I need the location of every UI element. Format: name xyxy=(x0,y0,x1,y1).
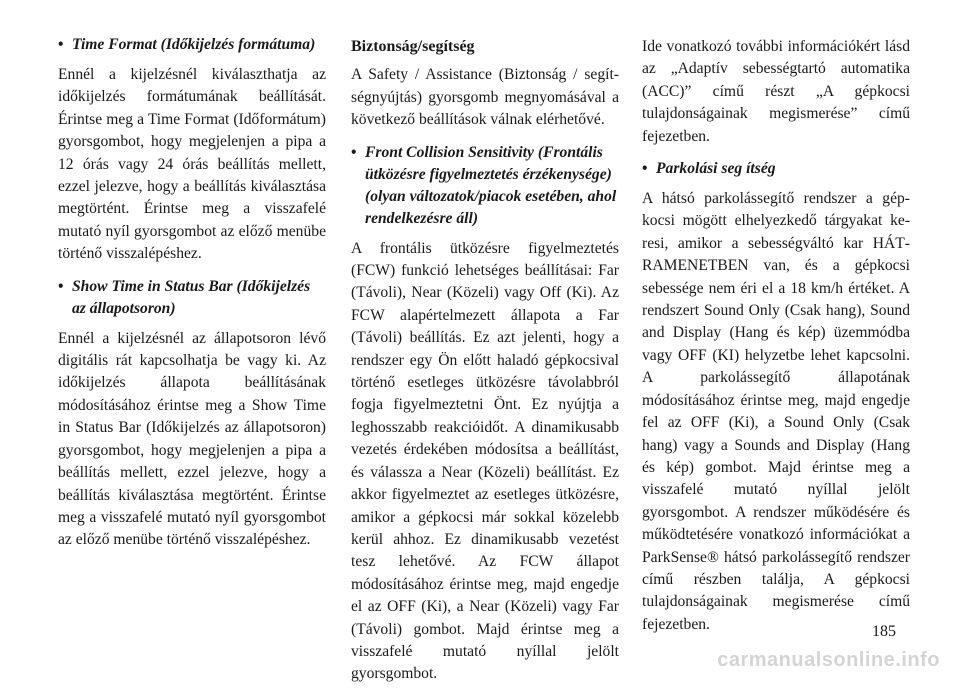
paragraph-parking-assist: A hátsó parkolássegítő rendszer a gépkocsi mögött elhelyezkedő tárgyakat keresi, amikor a sebességváltó kar HÁTRAMENETBEN van, és a gépkocsi sebessége nem éri el a 18 km/h értéket. A rendszert Sound Only (Csak hang), Sound and Display (Hang és kép) üzemmódba vagy OFF (KI) helyzetbe lehet kapcsolni. A parkolássegítő állapotának módosításához érintse meg, majd engedje fel az OFF (Ki), a Sound Only (Csak hang) vagy a Sounds and Display (Hang és kép) gombot. Majd érintse meg a visszafelé mutató nyíllal jelölt gyorsgombot. A rendszer működésére és működtetésére vonatkozó információkat a ParkSense® hátsó parkolássegítő rendszer című részben találja, A gépkocsi tulajdonságainak megismerése című fejezetben. xyxy=(642,190,910,633)
bullet-icon: • xyxy=(642,160,648,178)
heading-show-time: • Show Time in Status Bar (Időkijelzés az állapotsoron) xyxy=(58,277,311,317)
heading-front-collision: • Front Collision Sensitivity (Frontális ütközésre figyelmeztetés érzékenysége) (olyan változatok/piacok esetében, ahol rendelkezésre áll) xyxy=(351,143,617,227)
heading-parking-assist: • Parkolási seg ítség xyxy=(642,158,910,180)
bullet-icon: • xyxy=(58,36,64,53)
bullet-icon: • xyxy=(351,143,357,161)
paragraph-safety-intro: A Safety / Assistance (Biztonság / segítségnyújtás) gyorsgomb megnyomásával a következő beállítások válnak elérhetővé. xyxy=(351,66,619,129)
heading-time-format: • Time Format (Időkijelzés formátuma) xyxy=(58,34,326,56)
watermark: carmanualsonline.info xyxy=(717,649,940,671)
column-3 xyxy=(642,36,910,646)
paragraph-acc-reference: Ide vonatkozó további információkért lásd az „Adaptív sebességtartó automatika (ACC)” című részt „A gépkocsi tulajdonságainak megismerése” című fejezetben. xyxy=(642,38,910,145)
section-title-safety: Biztonság/segítség xyxy=(351,38,475,55)
column-2 xyxy=(351,36,619,696)
paragraph-front-collision: A frontális ütközésre figyelmeztetés (FCW) funkció lehetséges beállításai: Far (Távoli), Near (Közeli) vagy Off (Ki). Az FCW alapértelmezett állapota a Far (Távoli) beállítás. Ez azt jelenti, hogy a rendszer egy Ön előtt haladó gépkocsival történő esetleges ütközésre távolabbról fogja figyelmeztetni Önt. Ez nyújtja a leghosszabb reakcióidőt. A dinamikusabb vezetés érdekében módosítsa a beállítást, és válassza a Near (Közeli) beállítást. Ez akkor figyelmeztet az esetleges ütközésre, amikor a gépkocsi már sokkal közelebb kerül ahhoz. Ez dinamikusabb vezetést tesz lehetővé. Az FCW állapot módosításához érintse meg, majd engedje el az OFF (Ki), a Near (Közeli) vagy Far (Távoli) gombot. Majd érintse meg a visszafelé mutató nyíllal jelölt gyorsgombot. xyxy=(351,239,619,683)
column-1 xyxy=(58,34,326,562)
bullet-icon: • xyxy=(58,277,64,295)
page-number: 185 xyxy=(872,623,896,640)
paragraph-show-time: Ennél a kijelzésnél az állapotsoron lévő digitális rát kapcsolhatja be vagy ki. Az időkijelzés állapota beállításának módosításához érintse meg a Show Time in Status Bar (Időkijelzés az állapotsoron) gyorsgombot, hogy megjelenjen a pipa a beállítás mellett, ezzel jelezve, hogy a beállítás kiválasztása megtörtént. Érintse meg a visszafelé mutató nyíl gyorsgombot az előző menübe történő visszalépéshez. xyxy=(58,329,326,549)
paragraph-time-format: Ennél a kijelzésnél kiválaszthatja az időkijelzés formátumának beállítását. Érintse meg a Time Format (Időformátum) gyorsgombot, hogy megjelenjen a pipa a 12 órás vagy 24 órás beállítás mellett, ezzel jelezve, hogy a beállítás kiválasztása megtörtént. Érintse meg a visszafelé mutató nyíl gyorsgombot az előző menübe történő visszalépéshez. xyxy=(58,66,326,263)
